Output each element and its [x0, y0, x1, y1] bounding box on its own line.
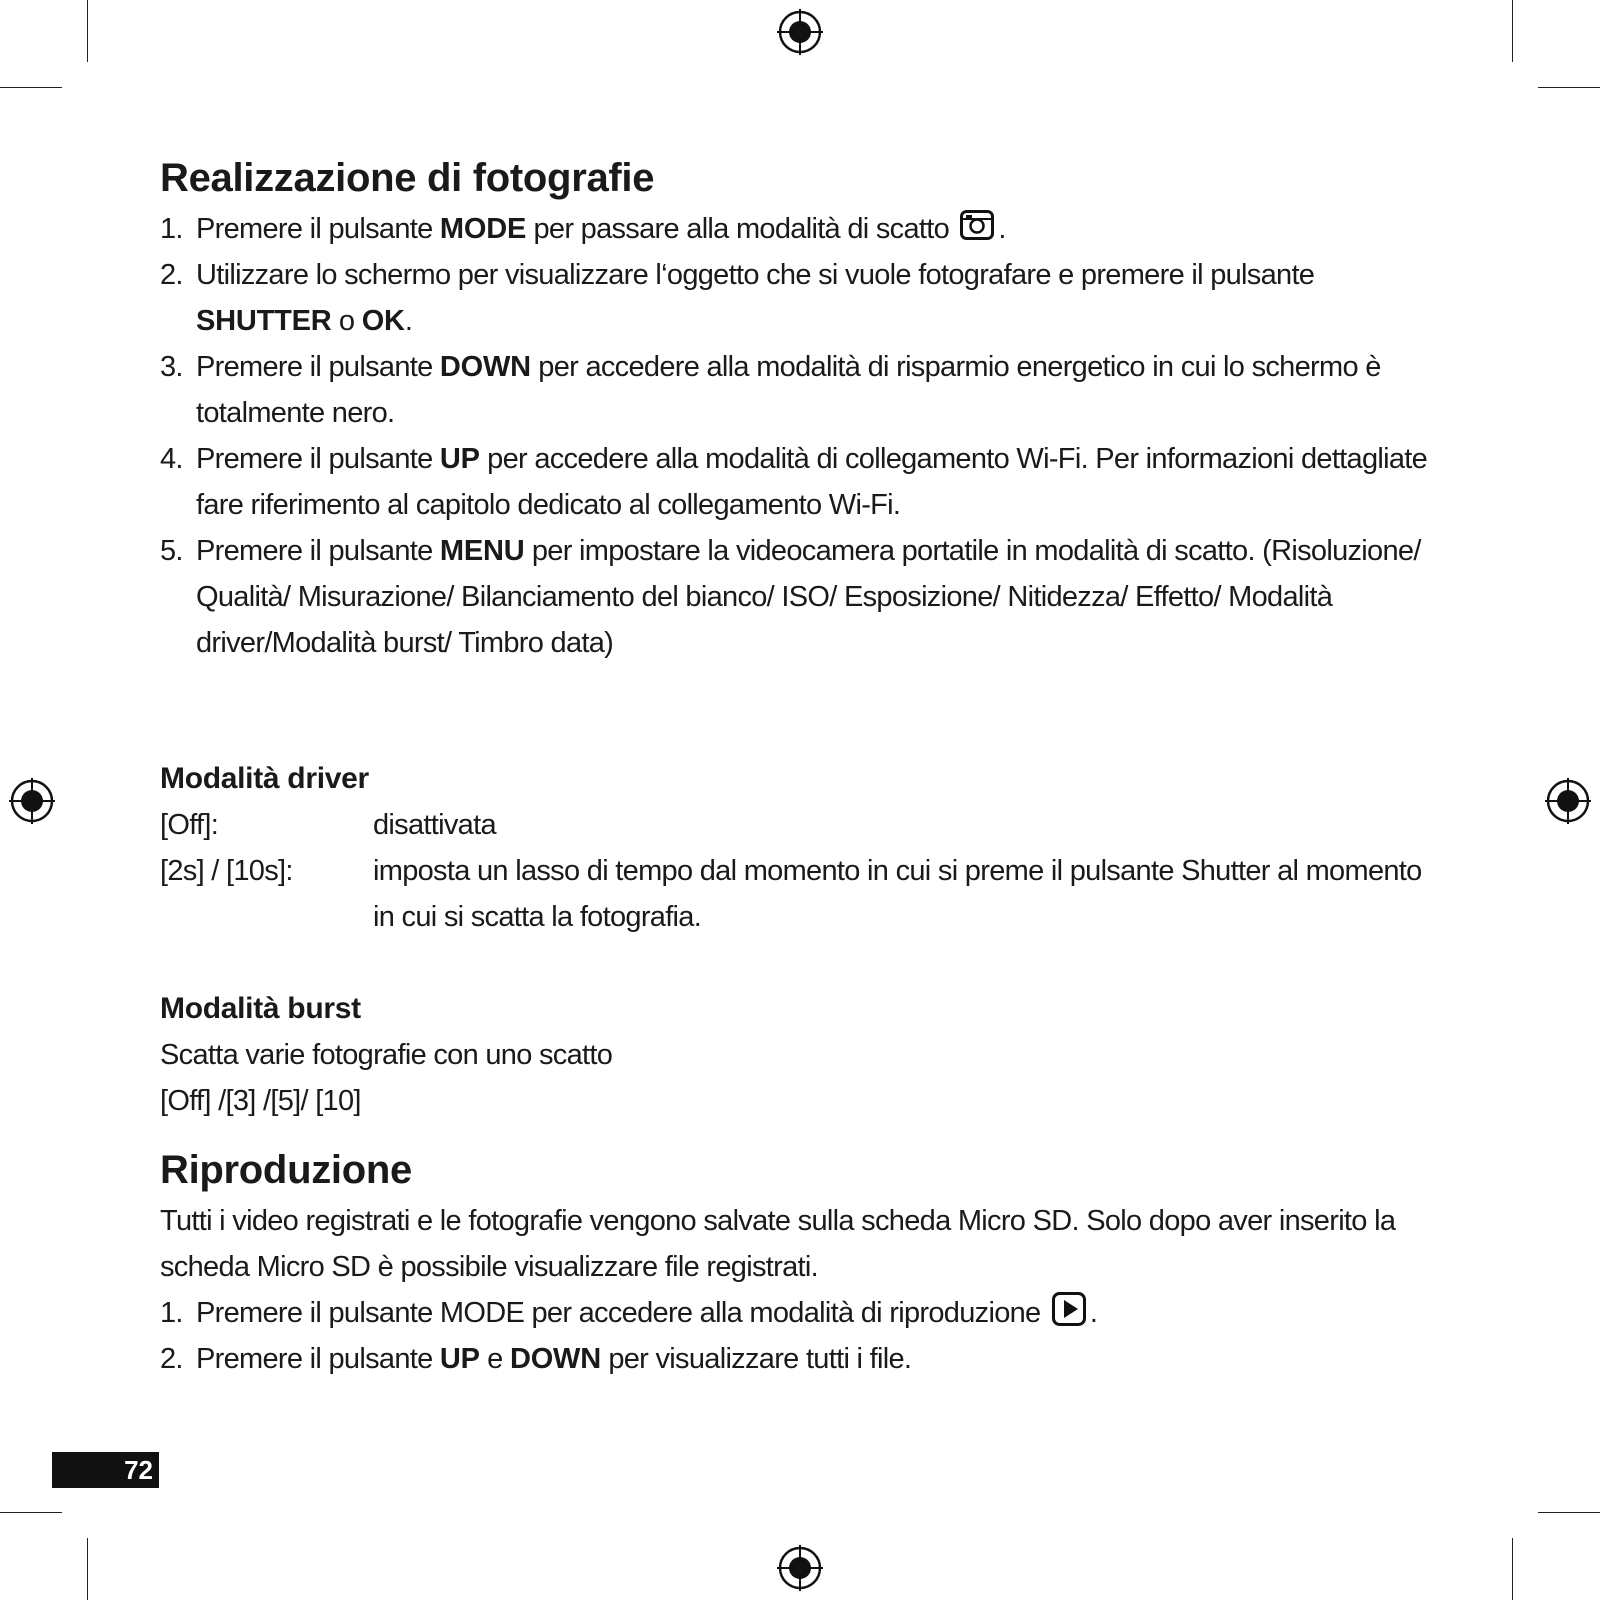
step-number: 1.: [160, 213, 183, 245]
list-item: [160, 1290, 1440, 1336]
option-row: [160, 802, 1440, 848]
burst-description: Scatta varie fotografie con uno scatto: [160, 1039, 613, 1071]
step-text: e: [479, 1343, 510, 1375]
step-text: per accedere alla modalità di collegamento Wi-Fi. Per informazioni dettagliate fare riferimento al capitolo dedicato al collegamento Wi-Fi.: [196, 443, 1428, 521]
crop-mark: [87, 1538, 88, 1600]
list-item: [160, 1336, 1440, 1382]
step-number: 2.: [160, 1343, 183, 1375]
play-icon: [1052, 1292, 1086, 1326]
button-name: MENU: [439, 535, 525, 567]
step-number: 5.: [160, 535, 183, 567]
page-content: [160, 150, 1440, 1382]
step-text: per visualizzare tutti i file.: [600, 1343, 912, 1375]
step-text: Premere il pulsante: [196, 213, 440, 245]
section-title-photos: Realizzazione di fotografie: [160, 156, 655, 200]
playback-intro: Tutti i video registrati e le fotografie vengono salvate sulla scheda Micro SD. Solo dopo aver inserito la scheda Micro SD è possibile visualizzare file registrati.: [160, 1205, 1396, 1283]
step-text: .: [404, 305, 413, 337]
list-item: [160, 206, 1440, 252]
step-number: 2.: [160, 259, 183, 291]
crop-mark: [1538, 1512, 1600, 1513]
step-text: Premere il pulsante: [196, 1343, 440, 1375]
photo-steps-list: [160, 206, 1440, 666]
crop-mark: [1538, 87, 1600, 88]
button-name: DOWN: [439, 351, 531, 383]
page-number: 72: [52, 1452, 159, 1488]
crop-mark: [1512, 1538, 1513, 1600]
option-term: [Off]:: [160, 809, 219, 841]
registration-mark-icon: [7, 776, 57, 826]
step-text: per passare alla modalità di scatto: [526, 213, 950, 245]
step-text: Premere il pulsante MODE per accedere alla modalità di riproduzione: [196, 1297, 1041, 1329]
option-description: disattivata: [373, 809, 496, 841]
option-term: [2s] / [10s]:: [160, 855, 293, 887]
section-title-driver-mode: Modalità driver: [160, 762, 369, 795]
step-number: 4.: [160, 443, 183, 475]
step-text: Utilizzare lo schermo per visualizzare l‘oggetto che si vuole fotografare e premere il pulsante: [196, 259, 1315, 291]
step-number: 1.: [160, 1297, 183, 1329]
option-row: [160, 848, 1440, 940]
burst-options: [Off] /[3] /[5]/ [10]: [160, 1085, 361, 1117]
list-item: [160, 344, 1440, 436]
list-item: [160, 252, 1440, 344]
camera-icon: [960, 210, 994, 240]
driver-mode-options: [160, 802, 1440, 940]
button-name: OK: [361, 305, 405, 337]
button-name: MODE: [439, 213, 527, 245]
registration-mark-icon: [775, 7, 825, 57]
step-text: .: [998, 213, 1006, 245]
step-text: Premere il pulsante: [196, 351, 440, 383]
crop-mark: [1512, 0, 1513, 62]
list-item: [160, 528, 1440, 666]
crop-mark: [0, 87, 62, 88]
registration-mark-icon: [775, 1543, 825, 1593]
crop-mark: [87, 0, 88, 62]
step-text: .: [1089, 1297, 1098, 1329]
step-number: 3.: [160, 351, 183, 383]
step-text: per impostare la videocamera portatile in modalità di scatto. (Risoluzione/ Qualità/ Misurazione/ Bilanciamento del bianco/ ISO/ Esposizione/ Nitidezza/ Effetto/ Modalità driver/Modalità burst/ Timbro data): [196, 535, 1421, 659]
button-name: SHUTTER: [196, 305, 332, 337]
step-text: o: [331, 305, 362, 337]
step-text: per accedere alla modalità di risparmio energetico in cui lo schermo è totalmente nero.: [196, 351, 1381, 429]
crop-mark: [0, 1512, 62, 1513]
step-text: Premere il pulsante: [196, 535, 440, 567]
button-name: UP: [439, 1343, 480, 1375]
list-item: [160, 436, 1440, 528]
section-title-playback: Riproduzione: [160, 1148, 412, 1192]
option-description: imposta un lasso di tempo dal momento in cui si preme il pulsante Shutter al momento in cui si scatta la fotografia.: [373, 855, 1422, 933]
button-name: UP: [439, 443, 480, 475]
button-name: DOWN: [509, 1343, 601, 1375]
step-text: Premere il pulsante: [196, 443, 440, 475]
registration-mark-icon: [1543, 776, 1593, 826]
playback-steps-list: [160, 1290, 1440, 1382]
section-title-burst-mode: Modalità burst: [160, 992, 361, 1025]
